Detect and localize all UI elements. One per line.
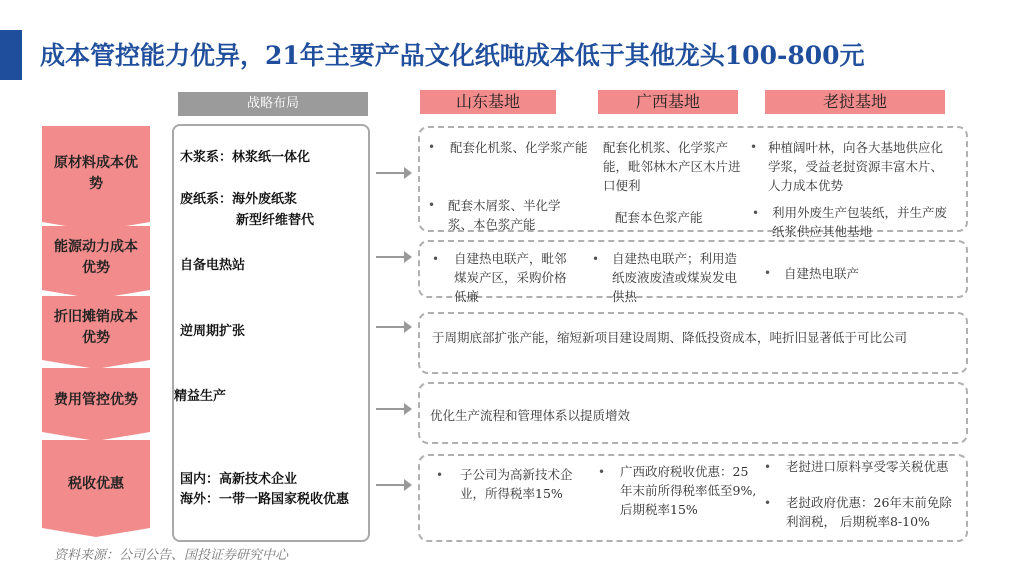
bullet: • xyxy=(428,198,436,212)
strategy-pulp: 木浆系：林浆纸一体化 xyxy=(180,150,311,165)
cell-tax-laos-1: 老挝进口原料享受零关税优惠 xyxy=(786,459,949,474)
arrow-depreciation xyxy=(376,326,410,328)
strategy-lean: 精益生产 xyxy=(174,389,227,404)
strategy-tax-1: 国内：高新技术企业 xyxy=(180,472,298,487)
cell-expense: 优化生产流程和管理体系以提质增效 xyxy=(430,408,631,423)
strategy-tax-2: 海外：一带一路国家税收优惠 xyxy=(180,492,350,507)
bullet: • xyxy=(764,460,772,474)
strategy-cycle: 逆周期扩张 xyxy=(180,324,246,339)
bullet: • xyxy=(598,465,606,479)
cell-energy-shandong: 自建热电联产，毗邻煤炭产区，采购价格低廉 xyxy=(454,251,567,304)
category-depreciation: 折旧摊销成本优势 xyxy=(42,296,150,360)
bullet: • xyxy=(432,252,440,266)
category-energy: 能源动力成本优势 xyxy=(42,226,150,290)
bullet: • xyxy=(764,496,772,510)
strategy-header: 战略布局 xyxy=(178,92,368,116)
cell-energy-laos: 自建热电联产 xyxy=(784,266,860,281)
bullet: • xyxy=(750,140,758,154)
cell-energy-guangxi: 自建热电联产；利用造纸废液废渣或煤炭发电供热 xyxy=(612,251,738,304)
arrow-raw xyxy=(376,172,410,174)
category-raw-material: 原材料成本优势 xyxy=(42,126,150,222)
base-header-shandong: 山东基地 xyxy=(420,90,556,114)
category-expense: 费用管控优势 xyxy=(42,368,150,432)
bullet: • xyxy=(428,140,436,154)
cell-depreciation: 于周期底部扩张产能，缩短新项目建设周期、降低投资成本，吨折旧显著低于可比公司 xyxy=(432,330,908,345)
strategy-energy: 自备电热站 xyxy=(180,258,246,273)
cell-raw-shandong-2: 配套木屑浆、半化学浆、本色浆产能 xyxy=(448,198,561,232)
base-header-laos: 老挝基地 xyxy=(765,90,945,114)
bullet: • xyxy=(592,252,600,266)
arrow-energy xyxy=(376,256,410,258)
bullet: • xyxy=(764,266,772,280)
cell-tax-laos-2: 老挝政府优惠：26年末前免除利润税， 后期税率8-10% xyxy=(786,495,952,529)
title-accent-bar xyxy=(0,30,22,80)
arrow-tax xyxy=(376,484,410,486)
cell-tax-shandong: 子公司为高新技术企业，所得税率15% xyxy=(460,467,573,501)
base-header-guangxi: 广西基地 xyxy=(598,90,738,114)
cell-raw-shandong-1: 配套化机浆、化学浆产能 xyxy=(450,140,588,155)
page-title: 成本管控能力优异，21年主要产品文化纸吨成本低于其他龙头100-800元 xyxy=(40,41,865,70)
cell-raw-laos-1: 种植阔叶林，向各大基地供应化学浆，受益老挝资源丰富木片、人力成本优势 xyxy=(768,140,944,193)
cell-raw-guangxi-2: 配套本色浆产能 xyxy=(615,210,703,225)
category-tax: 税收优惠 xyxy=(42,440,150,528)
arrow-expense xyxy=(376,408,410,410)
cell-raw-laos-2: 利用外废生产包装纸，并生产废纸浆供应其他基地 xyxy=(772,205,948,239)
cell-raw-guangxi-1: 配套化机浆、化学浆产能，毗邻林木产区木片进口便利 xyxy=(603,140,741,193)
strategy-waste-2: 新型纤维替代 xyxy=(236,213,315,228)
bullet: • xyxy=(436,468,444,482)
cell-tax-guangxi: 广西政府税收优惠：25年末前所得税率低至9%,后期税率15% xyxy=(620,464,757,517)
strategy-waste-1: 废纸系：海外废纸浆 xyxy=(180,192,298,207)
bullet: • xyxy=(752,206,760,220)
source-note: 资料来源：公司公告、国投证券研究中心 xyxy=(54,548,289,563)
